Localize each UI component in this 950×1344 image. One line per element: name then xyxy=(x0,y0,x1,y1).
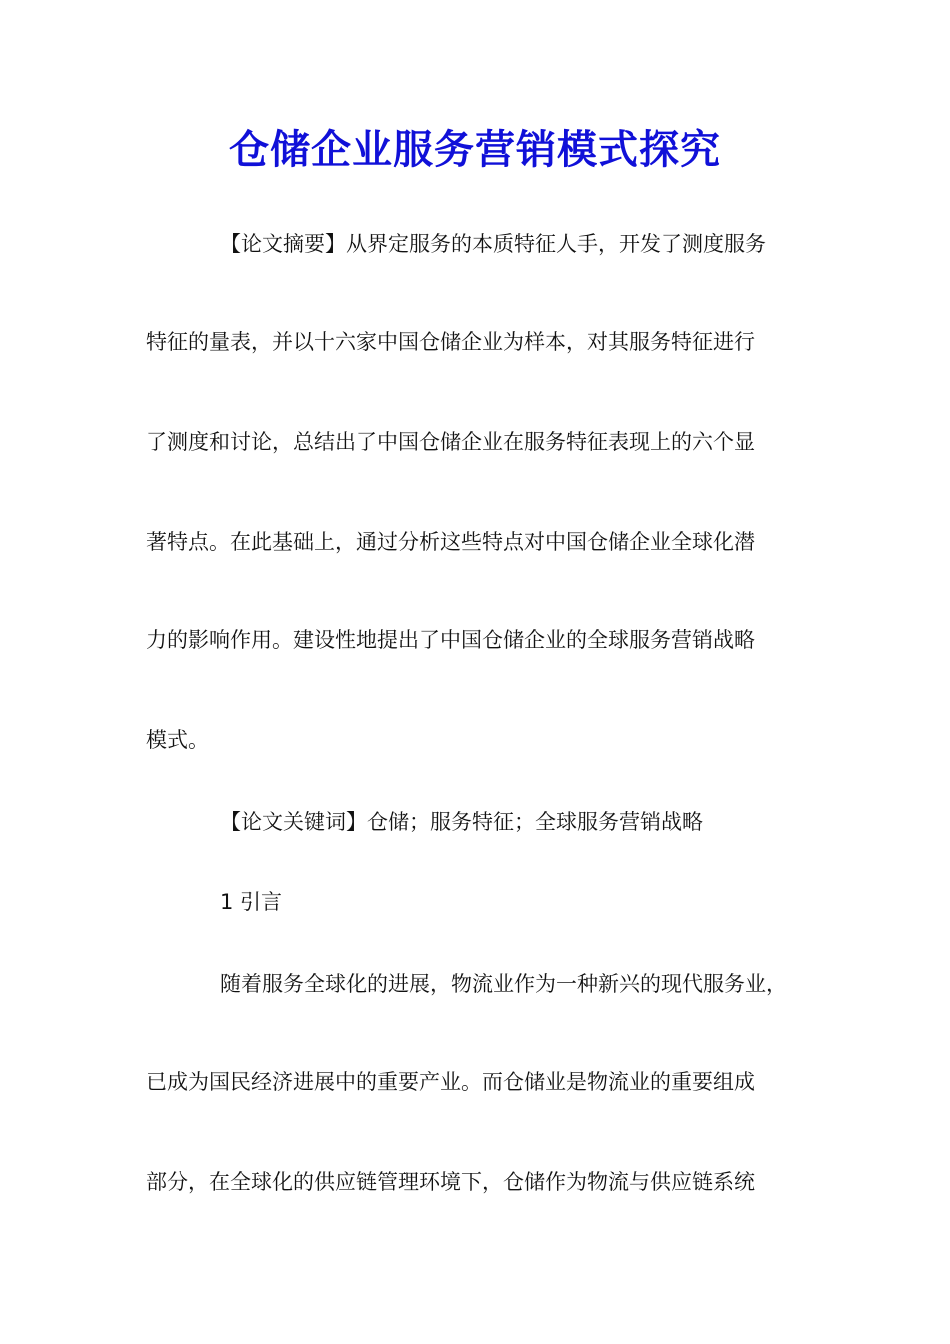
abstract-line-4: 著特点。在此基础上，通过分析这些特点对中国仓储企业全球化潜 xyxy=(146,530,755,554)
document-title: 仓储企业服务营销模式探究 xyxy=(229,126,721,173)
section-heading: 1 引言 xyxy=(220,890,283,914)
abstract-line-1: 【论文摘要】从界定服务的本质特征人手，开发了测度服务 xyxy=(220,232,766,256)
abstract-line-6: 模式。 xyxy=(146,728,209,752)
intro-line-3: 部分，在全球化的供应链管理环境下，仓储作为物流与供应链系统 xyxy=(146,1170,755,1194)
keywords-line: 【论文关键词】仓储；服务特征；全球服务营销战略 xyxy=(220,810,703,834)
intro-line-1: 随着服务全球化的进展，物流业作为一种新兴的现代服务业， xyxy=(220,972,787,996)
abstract-line-3: 了测度和讨论，总结出了中国仓储企业在服务特征表现上的六个显 xyxy=(146,430,755,454)
abstract-line-5: 力的影响作用。建设性地提出了中国仓储企业的全球服务营销战略 xyxy=(146,628,755,652)
abstract-line-2: 特征的量表，并以十六家中国仓储企业为样本，对其服务特征进行 xyxy=(146,330,755,354)
intro-line-2: 已成为国民经济进展中的重要产业。而仓储业是物流业的重要组成 xyxy=(146,1070,755,1094)
